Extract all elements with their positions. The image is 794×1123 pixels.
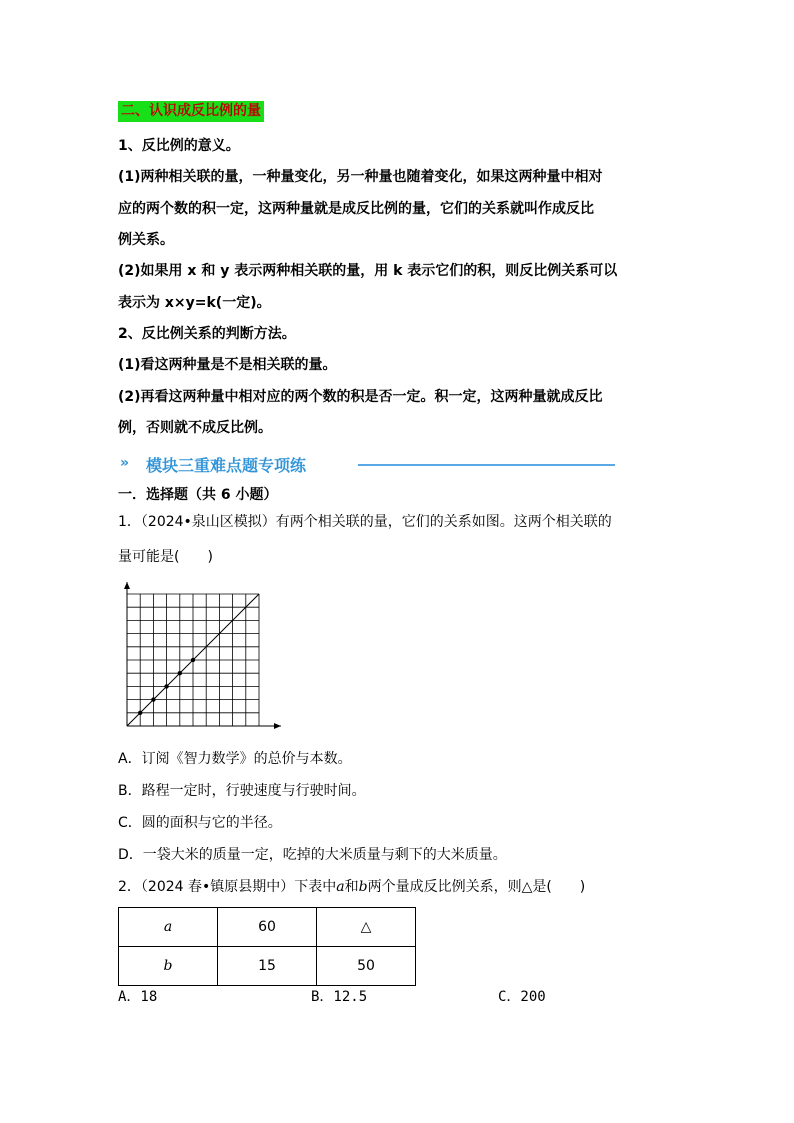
paragraph-line: 例，否则就不成反比例。 <box>118 420 272 436</box>
paragraph-line: 例关系。 <box>118 232 174 248</box>
stem-text: 2．（2024 春•镇原县期中）下表中 <box>118 879 337 895</box>
paragraph-line: (1)两种相关联的量，一种量变化，另一种量也随着变化，如果这两种量中相对 <box>118 169 603 185</box>
question-stem: 量可能是( ) <box>118 549 213 565</box>
option-a[interactable]: A．18 <box>118 989 158 1005</box>
paragraph-line: (2)再看这两种量中相对应的两个数的积是否一定。积一定，这两种量就成反比 <box>118 389 603 405</box>
option-b[interactable]: B．路程一定时，行驶速度与行驶时间。 <box>118 783 366 799</box>
var-b: b <box>358 879 368 895</box>
data-point <box>191 658 195 662</box>
data-table <box>118 907 416 986</box>
option-a[interactable]: A．订阅《智力数学》的总价与本数。 <box>118 751 352 767</box>
data-point <box>178 671 182 675</box>
table-cell: 15 <box>218 947 317 986</box>
module-divider <box>358 464 615 466</box>
option-c[interactable]: C．圆的面积与它的半径。 <box>118 815 282 831</box>
paragraph-line: 表示为 x×y=k(一定)。 <box>118 295 271 311</box>
module-header <box>118 452 618 478</box>
data-point <box>151 697 155 701</box>
stem-text: 两个量成反比例关系，则△是( ) <box>367 879 586 895</box>
x-axis-arrow <box>274 723 281 729</box>
paragraph-line: 1、反比例的意义。 <box>118 138 240 154</box>
double-chevron-icon: » <box>120 455 130 471</box>
option-d[interactable]: D．一袋大米的质量一定，吃掉的大米质量与剩下的大米质量。 <box>118 847 507 863</box>
table-cell: △ <box>317 908 416 947</box>
paragraph-line: 应的两个数的积一定，这两种量就是成反比例的量，它们的关系就叫作成反比 <box>118 201 594 217</box>
module-title: 模块三重难点题专项练 <box>146 456 307 475</box>
y-axis-arrow <box>124 582 130 589</box>
table-row <box>119 947 416 986</box>
option-c[interactable]: C．200 <box>498 989 546 1005</box>
question-stem: 1．（2024•泉山区模拟）有两个相关联的量，它们的关系如图。这两个相关联的 <box>118 514 612 530</box>
data-point <box>164 684 168 688</box>
chart <box>112 578 287 733</box>
paragraph-line: (2)如果用 x 和 y 表示两种相关联的量，用 k 表示它们的积，则反比例关系可以 <box>118 263 618 279</box>
section-title: 二、认识成反比例的量 <box>118 101 264 122</box>
chart-axes <box>124 582 281 729</box>
var-a: a <box>336 879 345 895</box>
table-cell: 60 <box>218 908 317 947</box>
table-cell: b <box>119 947 218 986</box>
stem-text: 和 <box>344 879 359 895</box>
option-b[interactable]: B．12.5 <box>311 989 368 1005</box>
table-row <box>119 908 416 947</box>
table-cell: 50 <box>317 947 416 986</box>
question-stem <box>118 876 585 896</box>
part-title: 一．选择题（共 6 小题） <box>118 487 278 503</box>
data-point <box>138 711 142 715</box>
paragraph-line: (1)看这两种量是不是相关联的量。 <box>118 357 337 373</box>
paragraph-line: 2、反比例关系的判断方法。 <box>118 326 296 342</box>
table-cell: a <box>119 908 218 947</box>
